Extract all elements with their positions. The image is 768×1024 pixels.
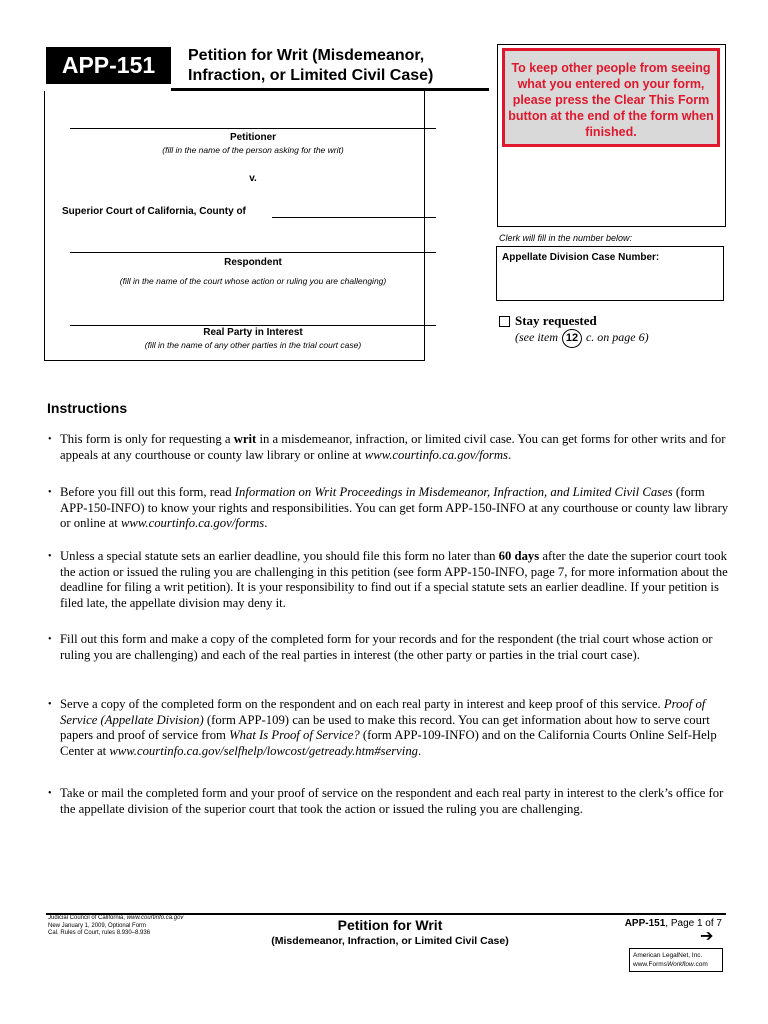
bullet-icon: • <box>48 699 52 710</box>
real-party-note: (fill in the name of any other parties in the trial court case) <box>144 340 362 350</box>
bullet-icon: • <box>48 487 52 498</box>
clerk-note: Clerk will fill in the number below: <box>499 233 633 243</box>
county-input-line[interactable] <box>272 217 436 218</box>
bullet-icon: • <box>48 634 52 645</box>
instruction-3: Unless a special statute sets an earlier deadline, you should file this form no later than 60 days after the date the superior court took the action or issued the ruling you are challenging in this petition (see form APP-150-INFO, page 7, for more information about the deadline for filing a writ petition). It is your responsibility to find out if a special statute sets an earlier deadline. If your petition is filed late, the appellate division may deny it. <box>60 549 728 610</box>
form-id-badge: APP-151 <box>46 47 171 84</box>
vendor-box: American LegalNet, Inc. www.FormsWorkflow.com <box>629 948 723 972</box>
item-number-circle: 12 <box>562 329 582 348</box>
instruction-2: Before you fill out this form, read Information on Writ Proceedings in Misdemeanor, Infraction, and Limited Civil Cases (form APP-150-INFO) to know your rights and responsibilities. You can get form APP-150-INFO at any courthouse or county law library or online at www.courtinfo.ca.gov/forms. <box>60 485 729 530</box>
petitioner-note: (fill in the name of the person asking for the writ) <box>162 145 344 155</box>
petitioner-label: Petitioner <box>229 132 277 143</box>
real-party-line[interactable] <box>70 325 436 326</box>
stay-requested-label: Stay requested <box>515 313 597 328</box>
real-party-label: Real Party in Interest <box>203 327 303 338</box>
form-title-line2: Infraction, or Limited Civil Case) <box>188 67 434 84</box>
stay-requested-checkbox[interactable] <box>499 316 510 327</box>
form-title <box>188 46 488 86</box>
form-title-line1: Petition for Writ (Misdemeanor, <box>188 47 425 64</box>
case-number-label: Appellate Division Case Number: <box>502 252 660 263</box>
court-county-label: Superior Court of California, County of <box>62 206 246 217</box>
petitioner-line[interactable] <box>70 128 436 129</box>
footer-page-number: APP-151, Page 1 of 7 <box>624 918 722 929</box>
stay-ref-suffix: c. on page 6) <box>585 330 649 344</box>
instructions-heading: Instructions <box>47 400 128 416</box>
next-page-arrow-icon: ➔ <box>700 926 714 945</box>
instruction-5: Serve a copy of the completed form on the respondent and on each real party in interest and keep proof of this service. Proof of Service (Appellate Division) (form APP-109) can be used to make this record. You can get information about how to serve court papers and proof of service from What Is Proof of Service? (form APP-109-INFO) and on the California Courts Online Self-Help Center at www.courtinfo.ca.gov/selfhelp/lowcost/getready.htm#serving. <box>60 697 717 758</box>
stay-ref-prefix: (see item <box>515 330 558 344</box>
stay-item-reference <box>515 329 649 348</box>
instruction-4: Fill out this form and make a copy of the completed form for your records and for the respondent (the trial court whose action or ruling you are challenging) and each of the real parties in interest (the other party or parties in the trial court case). <box>60 632 713 662</box>
clear-form-notice: To keep other people from seeing what you entered on your form, please press the Clear This Form button at the end of the form when finished. <box>502 48 720 147</box>
bullet-icon: • <box>48 551 52 562</box>
instruction-6: Take or mail the completed form and your proof of service on the respondent and each real party in interest to the clerk’s office for the appellate division of the superior court that took the action or issued the ruling you are challenging. <box>60 786 724 816</box>
bullet-icon: • <box>48 788 52 799</box>
versus-label: v. <box>249 173 257 184</box>
respondent-line[interactable] <box>70 252 436 253</box>
footer-title: Petition for Writ (Misdemeanor, Infraction, or Limited Civil Case) <box>271 917 509 947</box>
footer-council-info: Judicial Council of California, www.courtinfo.ca.gov New January 1, 2009, Optional Form Cal. Rules of Court, rules 8.930–8.936 <box>48 915 184 936</box>
bullet-icon: • <box>48 434 52 445</box>
instruction-1: This form is only for requesting a writ in a misdemeanor, infraction, or limited civil case. You can get forms for other writs and for appeals at any courthouse or county law library or online at www.courtinfo.ca.gov/forms. <box>60 432 726 462</box>
respondent-label: Respondent <box>224 257 282 268</box>
respondent-note: (fill in the name of the court whose action or ruling you are challenging) <box>119 276 387 286</box>
